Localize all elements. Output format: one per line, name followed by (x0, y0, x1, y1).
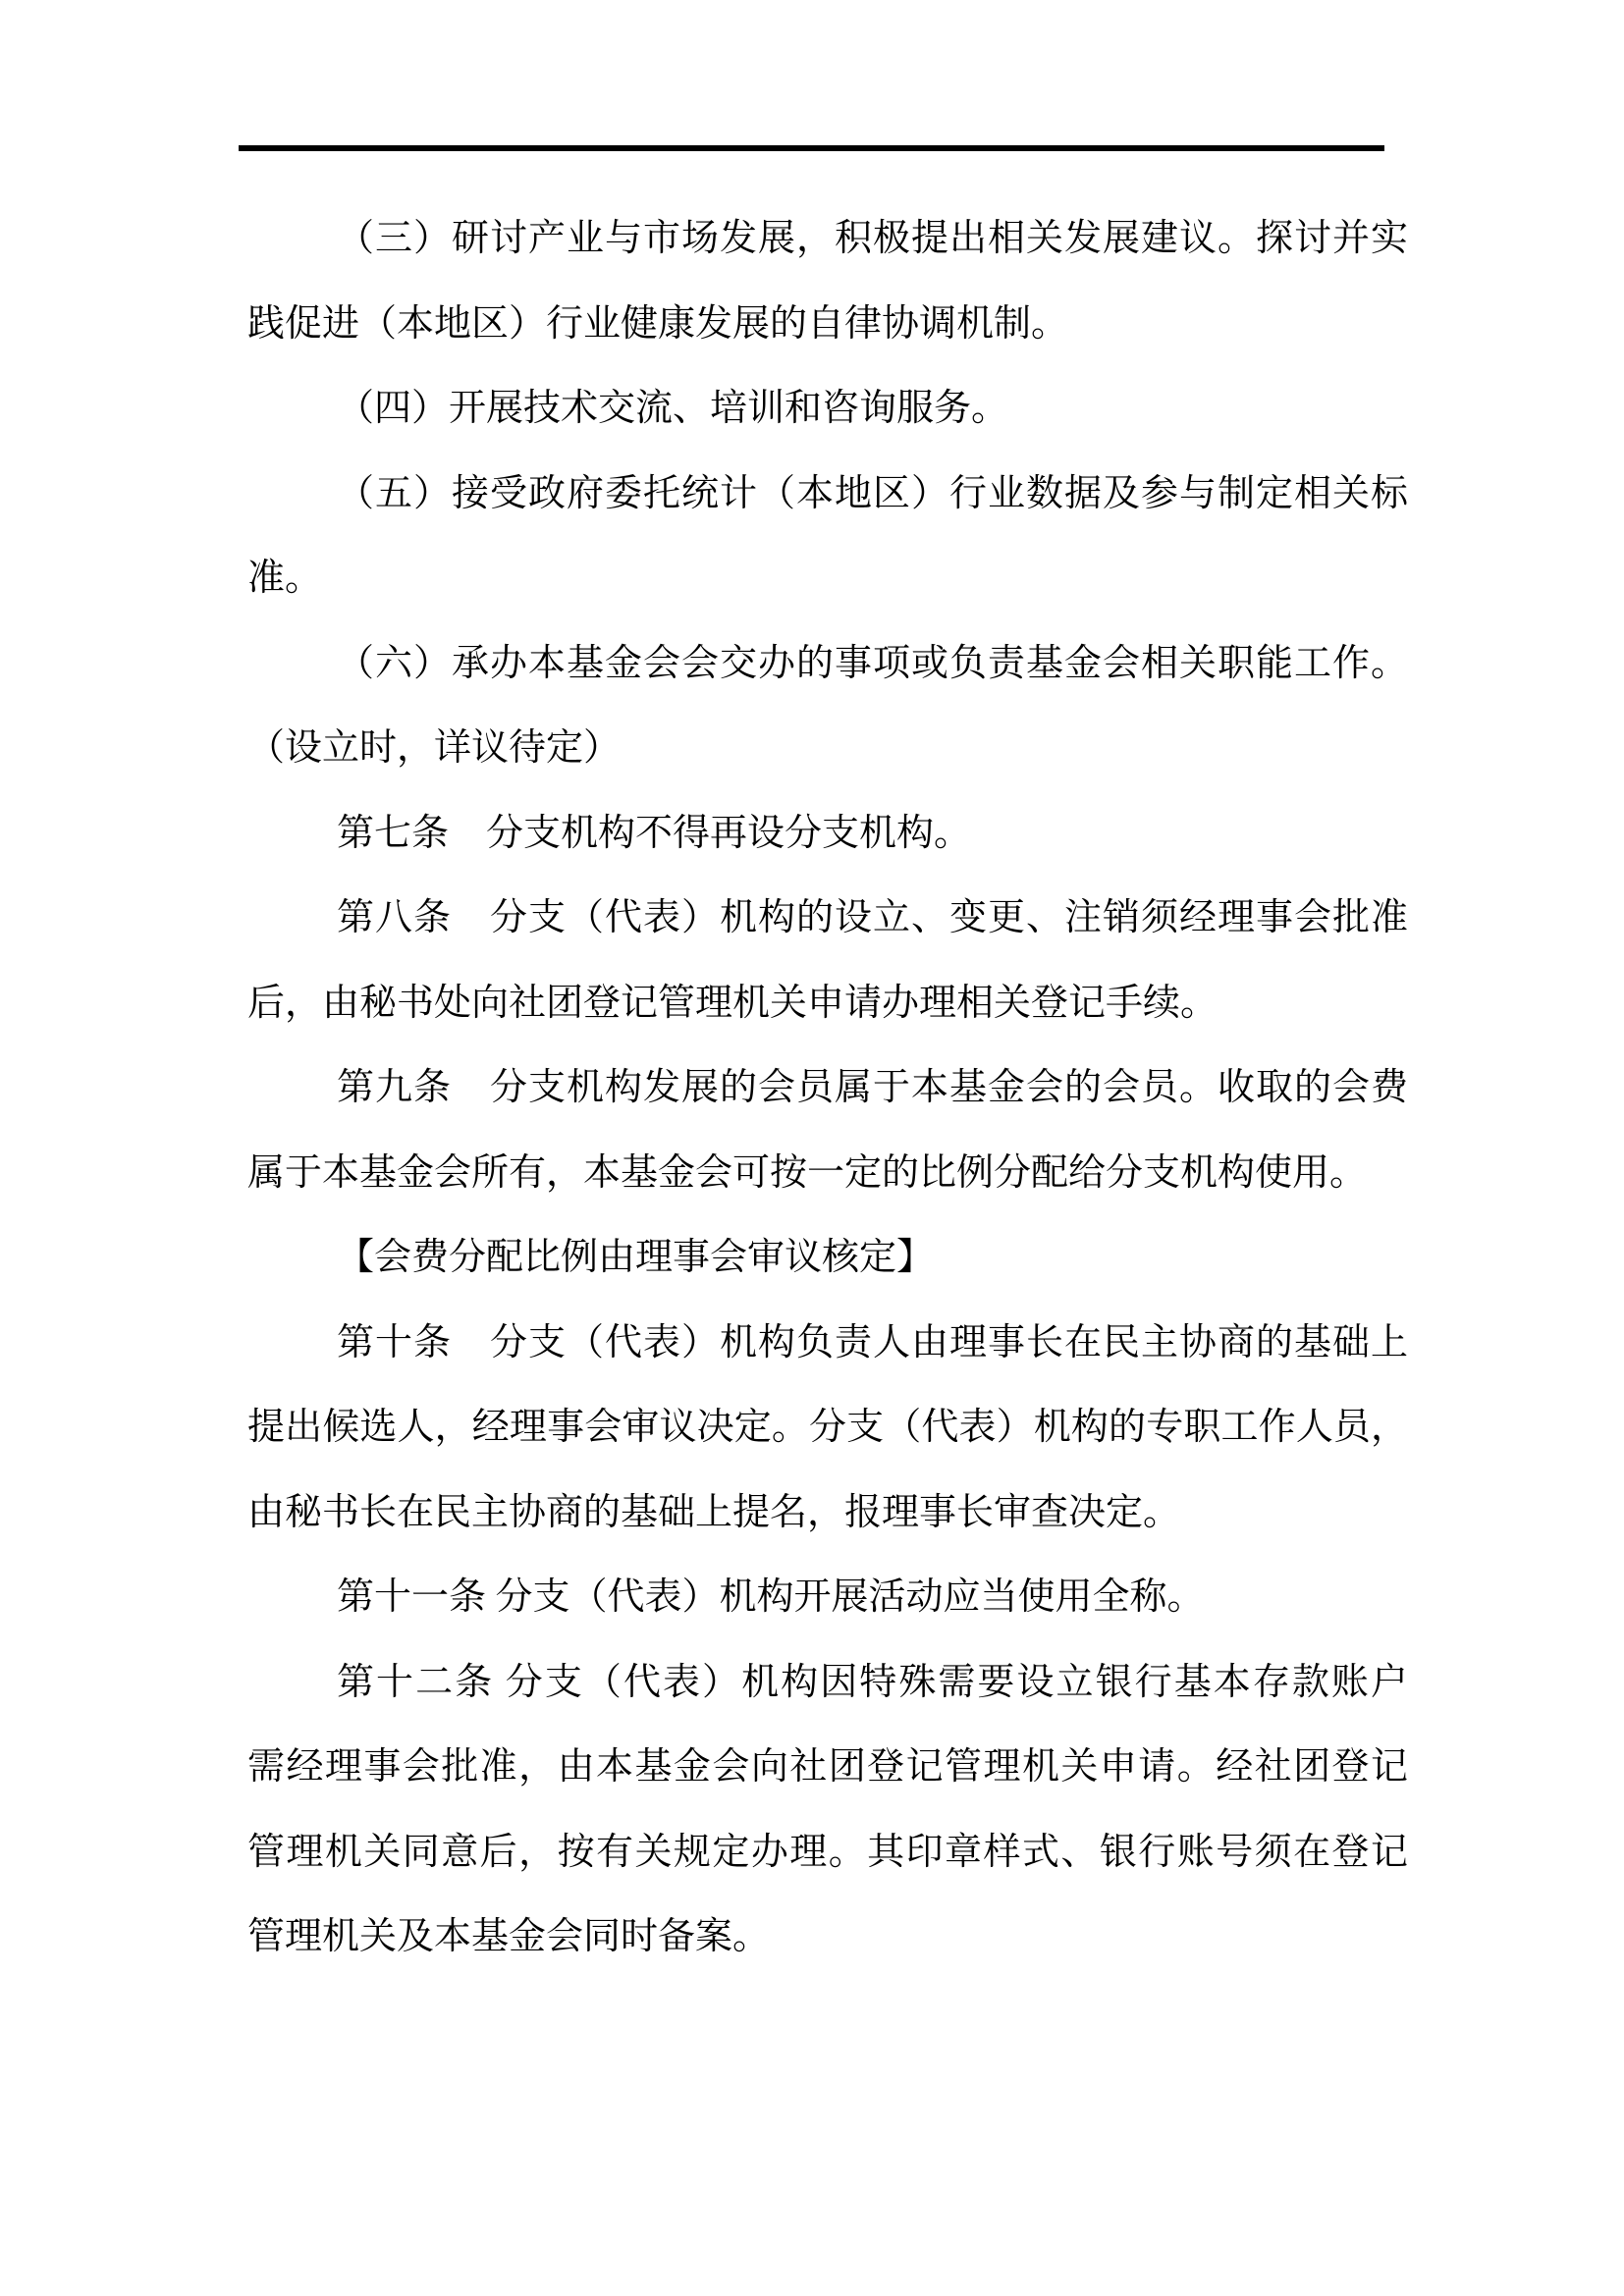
text-line-p2-l1: （四）开展技术交流、培训和咨询服务。 (337, 388, 1009, 429)
text-line-p3-l1: （五）接受政府委托统计（本地区）行业数据及参与制定相关标 (337, 472, 1408, 514)
text-line-p3-l2: 准。 (247, 558, 323, 599)
text-line-p7-l1: 第九条 分支机构发展的会员属于本基金会的会员。收取的会费 (337, 1067, 1408, 1108)
text-line-p9-l1: 第十条 分支（代表）机构负责人由理事长在民主协商的基础上 (337, 1321, 1408, 1363)
text-line-p7-l2: 属于本基金会所有，本基金会可按一定的比例分配给分支机构使用。 (247, 1151, 1368, 1194)
text-line-p4-l1: （六）承办本基金会会交办的事项或负责基金会相关职能工作。 (337, 642, 1408, 684)
text-line-p1-l2: 践促进（本地区）行业健康发展的自律协调机制。 (247, 302, 1069, 345)
text-line-p10-l1: 第十一条 分支（代表）机构开展活动应当使用全称。 (337, 1576, 1205, 1618)
text-line-p9-l2: 提出候选人，经理事会审议决定。分支（代表）机构的专职工作人员， (247, 1407, 1408, 1448)
text-line-p6-l2: 后，由秘书处向社团登记管理机关申请办理相关登记手续。 (247, 982, 1218, 1024)
text-line-p5-l1: 第七条 分支机构不得再设分支机构。 (337, 812, 972, 854)
text-line-p11-l3: 管理机关同意后，按有关规定办理。其印章样式、银行账号须在登记 (247, 1831, 1408, 1873)
text-line-p11-l2: 需经理事会批准，由本基金会向社团登记管理机关申请。经社团登记 (247, 1746, 1408, 1788)
text-line-p11-l1: 第十二条 分支（代表）机构因特殊需要设立银行基本存款账户 (337, 1661, 1408, 1703)
text-line-p8-l1: 【会费分配比例由理事会审议核定】 (337, 1237, 935, 1278)
document-body (247, 196, 1408, 1980)
text-line-p6-l1: 第八条 分支（代表）机构的设立、变更、注销须经理事会批准 (337, 897, 1408, 938)
header-rule (239, 145, 1384, 151)
text-line-p1-l1: （三）研讨产业与市场发展，积极提出相关发展建议。探讨并实 (337, 218, 1408, 259)
text-line-p11-l4: 管理机关及本基金会同时备案。 (247, 1916, 771, 1957)
text-line-p4-l2: （设立时，详议待定） (247, 727, 622, 769)
text-line-p9-l3: 由秘书长在民主协商的基础上提名，报理事长审查决定。 (247, 1491, 1181, 1533)
